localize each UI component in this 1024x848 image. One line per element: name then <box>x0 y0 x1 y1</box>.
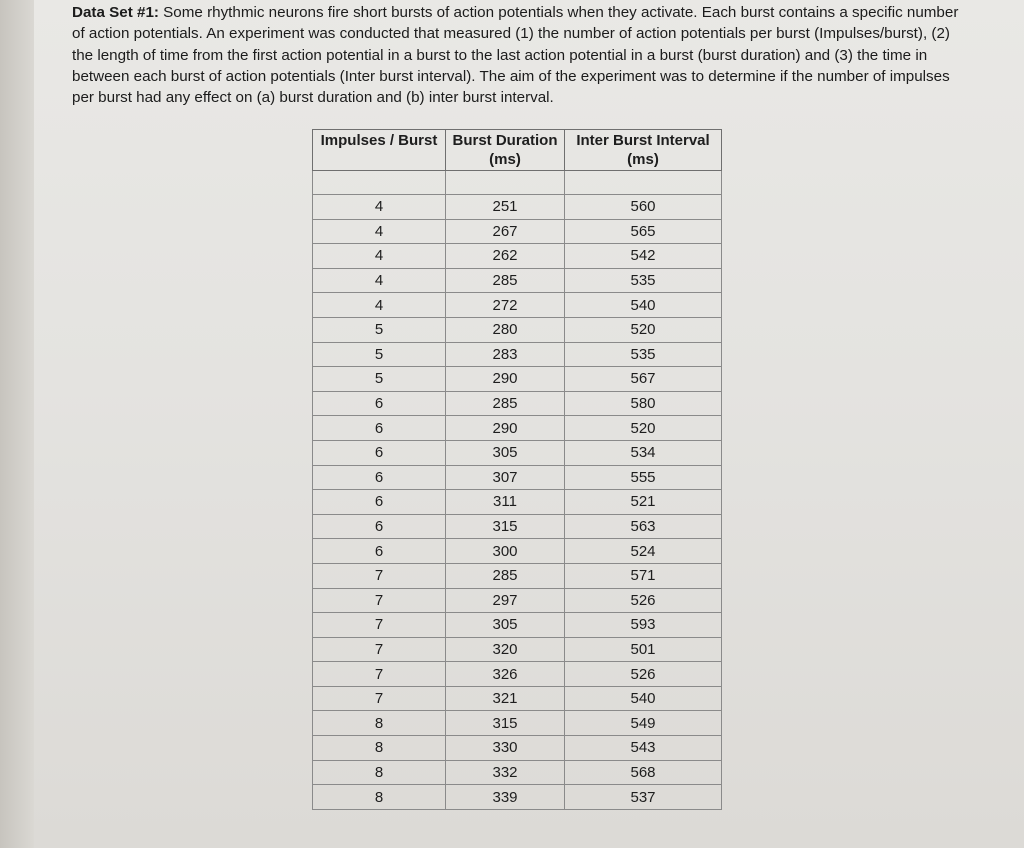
table-row <box>313 711 722 736</box>
table-row <box>313 490 722 515</box>
intro-text: Some rhythmic neurons fire short bursts of action potentials when they activate. Each burst contains a specific number of action potentials. An experiment was conducted that measured (1) the number of action potentials per burst (Impulses/burst), (2) the length of time from the first action potential in a burst to the last action potential in a burst (burst duration) and (3) the time in between each burst of action potentials (Inter burst interval). The aim of the experiment was to determine if the number of impulses per burst had any effect on (a) burst duration and (b) inter burst interval. <box>72 4 959 107</box>
impulses-cell: 7 <box>313 662 446 687</box>
inter-burst-interval-cell: 560 <box>565 195 722 220</box>
blank-cell <box>446 171 565 195</box>
inter-burst-interval-cell: 580 <box>565 391 722 416</box>
header-row <box>313 130 722 171</box>
inter-burst-interval-cell: 555 <box>565 465 722 490</box>
burst-duration-cell: 283 <box>446 342 565 367</box>
header-impulses-label: Impulses / Burst <box>320 132 438 149</box>
table-row <box>313 367 722 392</box>
impulses-cell: 6 <box>313 416 446 441</box>
inter-burst-interval-cell: 571 <box>565 563 722 588</box>
table-row <box>313 514 722 539</box>
impulses-cell: 6 <box>313 440 446 465</box>
table-row <box>313 662 722 687</box>
impulses-cell: 6 <box>313 490 446 515</box>
header-impulses <box>313 130 446 171</box>
table-row <box>313 539 722 564</box>
blank-cell <box>565 171 722 195</box>
impulses-cell: 4 <box>313 268 446 293</box>
burst-duration-cell: 332 <box>446 760 565 785</box>
inter-burst-interval-cell: 521 <box>565 490 722 515</box>
burst-duration-cell: 300 <box>446 539 565 564</box>
burst-duration-cell: 285 <box>446 563 565 588</box>
inter-burst-interval-cell: 567 <box>565 367 722 392</box>
impulses-cell: 6 <box>313 539 446 564</box>
table-row <box>313 268 722 293</box>
impulses-cell: 8 <box>313 760 446 785</box>
impulses-cell: 7 <box>313 637 446 662</box>
inter-burst-interval-cell: 526 <box>565 662 722 687</box>
table-row <box>313 342 722 367</box>
table-row <box>313 195 722 220</box>
table-row <box>313 244 722 269</box>
inter-burst-interval-cell: 535 <box>565 268 722 293</box>
impulses-cell: 6 <box>313 465 446 490</box>
burst-duration-cell: 315 <box>446 514 565 539</box>
table-row <box>313 317 722 342</box>
table-row <box>313 293 722 318</box>
table-row <box>313 391 722 416</box>
impulses-cell: 7 <box>313 686 446 711</box>
table-row <box>313 613 722 638</box>
inter-burst-interval-cell: 524 <box>565 539 722 564</box>
burst-duration-cell: 280 <box>446 317 565 342</box>
burst-duration-cell: 305 <box>446 440 565 465</box>
table-row <box>313 736 722 761</box>
inter-burst-interval-cell: 540 <box>565 686 722 711</box>
header-inter-burst-interval <box>565 130 722 171</box>
table-row <box>313 219 722 244</box>
header-inter-burst-interval-label: Inter Burst Interval <box>576 132 710 149</box>
data-table <box>312 129 722 810</box>
burst-duration-cell: 305 <box>446 613 565 638</box>
table-row <box>313 588 722 613</box>
table-row <box>313 440 722 465</box>
burst-duration-cell: 311 <box>446 490 565 515</box>
burst-duration-cell: 339 <box>446 785 565 810</box>
burst-duration-cell: 272 <box>446 293 565 318</box>
impulses-cell: 6 <box>313 514 446 539</box>
burst-duration-cell: 251 <box>446 195 565 220</box>
burst-duration-cell: 321 <box>446 686 565 711</box>
header-burst-duration <box>446 130 565 171</box>
impulses-cell: 5 <box>313 317 446 342</box>
inter-burst-interval-cell: 535 <box>565 342 722 367</box>
dataset-label: Data Set #1: <box>72 4 159 21</box>
impulses-cell: 7 <box>313 613 446 638</box>
table-row <box>313 416 722 441</box>
inter-burst-interval-cell: 543 <box>565 736 722 761</box>
inter-burst-interval-cell: 549 <box>565 711 722 736</box>
burst-duration-cell: 330 <box>446 736 565 761</box>
impulses-cell: 4 <box>313 219 446 244</box>
inter-burst-interval-cell: 565 <box>565 219 722 244</box>
impulses-cell: 8 <box>313 711 446 736</box>
inter-burst-interval-cell: 520 <box>565 416 722 441</box>
impulses-cell: 4 <box>313 244 446 269</box>
impulses-cell: 5 <box>313 367 446 392</box>
inter-burst-interval-cell: 526 <box>565 588 722 613</box>
inter-burst-interval-cell: 593 <box>565 613 722 638</box>
table-row <box>313 785 722 810</box>
intro-paragraph <box>72 2 962 108</box>
impulses-cell: 7 <box>313 563 446 588</box>
impulses-cell: 7 <box>313 588 446 613</box>
table-row <box>313 465 722 490</box>
inter-burst-interval-cell: 537 <box>565 785 722 810</box>
inter-burst-interval-cell: 501 <box>565 637 722 662</box>
inter-burst-interval-cell: 520 <box>565 317 722 342</box>
inter-burst-interval-cell: 568 <box>565 760 722 785</box>
burst-duration-cell: 315 <box>446 711 565 736</box>
burst-duration-cell: 262 <box>446 244 565 269</box>
table-row <box>313 760 722 785</box>
inter-burst-interval-cell: 563 <box>565 514 722 539</box>
inter-burst-interval-cell: 534 <box>565 440 722 465</box>
header-burst-duration-unit: (ms) <box>489 151 521 168</box>
table-body <box>313 171 722 810</box>
table-row <box>313 563 722 588</box>
impulses-cell: 5 <box>313 342 446 367</box>
inter-burst-interval-cell: 540 <box>565 293 722 318</box>
blank-cell <box>313 171 446 195</box>
header-burst-duration-label: Burst Duration <box>452 132 558 149</box>
burst-duration-cell: 297 <box>446 588 565 613</box>
impulses-cell: 6 <box>313 391 446 416</box>
burst-duration-cell: 326 <box>446 662 565 687</box>
impulses-cell: 8 <box>313 736 446 761</box>
burst-duration-cell: 320 <box>446 637 565 662</box>
impulses-cell: 8 <box>313 785 446 810</box>
table-row <box>313 637 722 662</box>
blank-row <box>313 171 722 195</box>
inter-burst-interval-cell: 542 <box>565 244 722 269</box>
impulses-cell: 4 <box>313 293 446 318</box>
table-row <box>313 686 722 711</box>
impulses-cell: 4 <box>313 195 446 220</box>
burst-duration-cell: 285 <box>446 391 565 416</box>
burst-duration-cell: 290 <box>446 416 565 441</box>
burst-duration-cell: 290 <box>446 367 565 392</box>
header-inter-burst-interval-unit: (ms) <box>627 151 659 168</box>
burst-duration-cell: 285 <box>446 268 565 293</box>
burst-duration-cell: 307 <box>446 465 565 490</box>
burst-duration-cell: 267 <box>446 219 565 244</box>
